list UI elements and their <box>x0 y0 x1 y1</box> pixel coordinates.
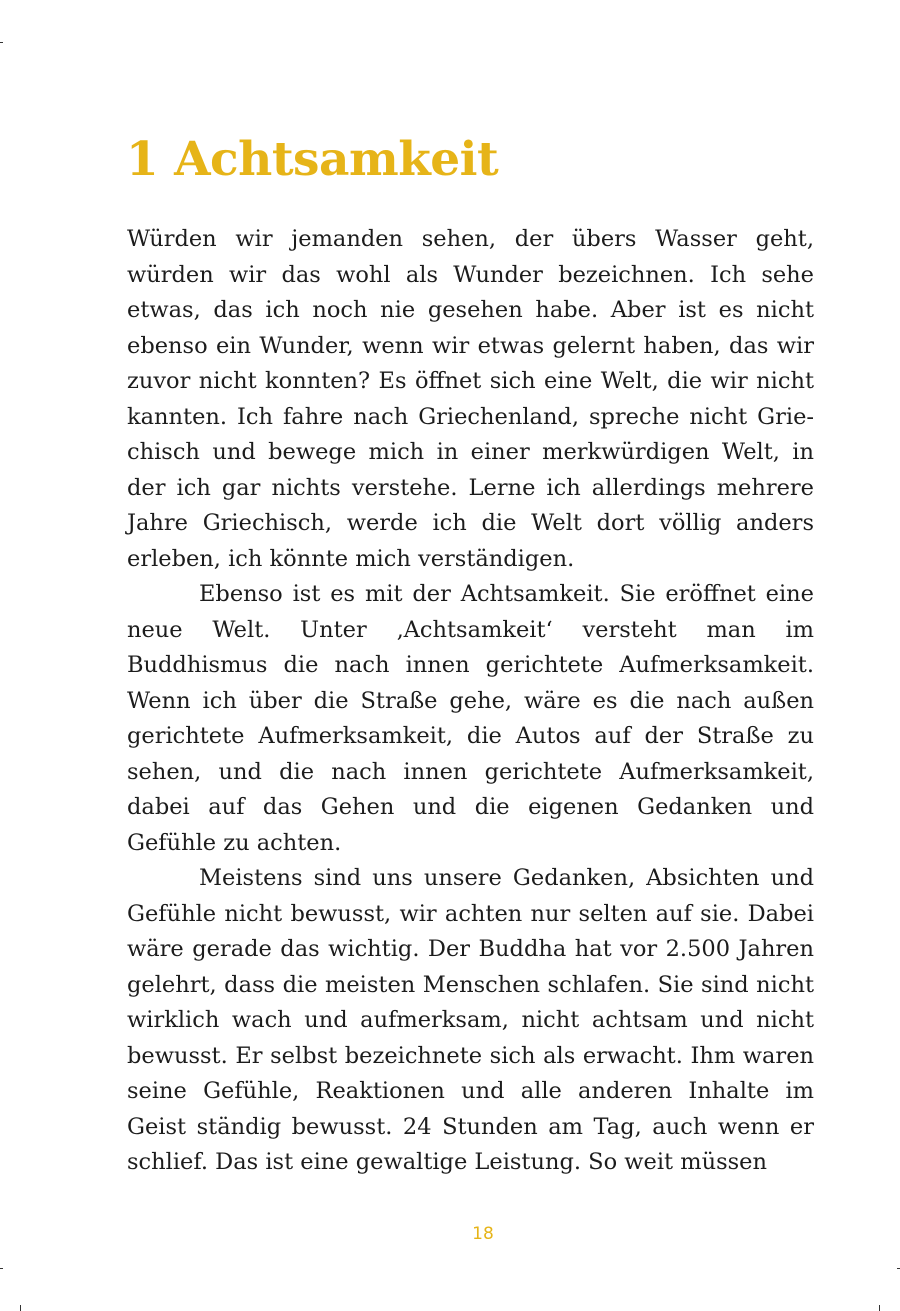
crop-mark <box>0 42 3 43</box>
page-number: 18 <box>472 1224 494 1244</box>
chapter-heading <box>126 128 498 192</box>
body-text <box>127 222 814 1181</box>
paragraph: Ebenso ist es mit der Achtsamkeit. Sie eröffnet eine neue Welt. Unter ‚Achtsamkeit‘ versteht man im Buddhismus die nach innen gerichtete Aufmerksamkeit. Wenn ich über die Straße gehe, wäre es die nach außen gerichtete Aufmerksamkeit, die Autos auf der Straße zu sehen, und die nach innen gerichtete Aufmerksamkeit, dabei auf das Gehen und die eigenen Gedanken und Gefühle zu achten. <box>127 581 814 856</box>
crop-mark <box>879 1305 880 1311</box>
crop-mark <box>0 1268 3 1269</box>
chapter-number: 1 <box>126 132 159 187</box>
paragraph: Würden wir jemanden sehen, der übers Wasser geht, würden wir das wohl als Wunder bezeichnen. Ich sehe etwas, das ich noch nie gesehen habe. Aber ist es nicht ebenso ein Wunder, wenn wir etwas gelernt haben, das wir zuvor nicht konnten? Es öffnet sich eine Welt, die wir nicht kannten. Ich fahre nach Griechenland, spreche nicht Griechisch und bewege mich in einer merkwürdigen Welt, in der ich gar nichts verstehe. Lerne ich allerdings mehrere Jahre Griechisch, werde ich die Welt dort völlig anders erleben, ich könnte mich verständigen. <box>127 226 814 572</box>
chapter-title: Achtsamkeit <box>174 132 499 187</box>
crop-mark <box>20 1305 21 1311</box>
paragraph: Meistens sind uns unsere Gedanken, Absichten und Gefühle nicht bewusst, wir achten nur selten auf sie. Dabei wäre gerade das wichtig. Der Buddha hat vor 2.500 Jahren gelehrt, dass die meisten Menschen schlafen. Sie sind nicht wirklich wach und aufmerksam, nicht achtsam und nicht bewusst. Er selbst bezeichnete sich als erwacht. Ihm waren seine Gefühle, Reaktionen und alle anderen Inhalte im Geist ständig bewusst. 24 Stunden am Tag, auch wenn er schlief. Das ist eine gewaltige Leistung. So weit müssen <box>127 865 814 1175</box>
